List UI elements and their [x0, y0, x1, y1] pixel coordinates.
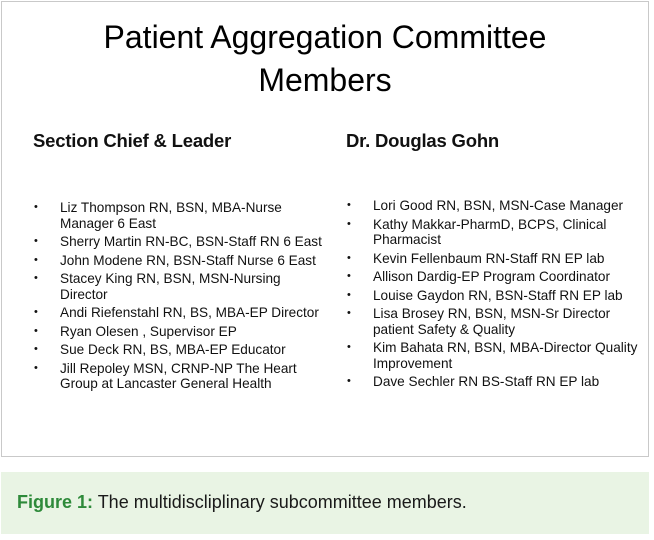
member-text: John Modene RN, BSN-Staff Nurse 6 East — [60, 252, 316, 268]
bullet-icon: • — [347, 307, 351, 319]
list-item — [346, 198, 646, 214]
member-text: Allison Dardig-EP Program Coordinator — [373, 269, 610, 284]
left-member-list — [33, 200, 323, 392]
figure-caption-bar — [1, 472, 649, 534]
bullet-icon: • — [347, 217, 351, 230]
slide-title-line-1: Patient Aggregation Committee — [103, 19, 547, 55]
list-item — [33, 361, 323, 392]
list-item — [33, 342, 323, 358]
bullet-icon: • — [347, 270, 351, 282]
right-column-heading: Dr. Douglas Gohn — [346, 130, 500, 151]
member-text: Louise Gaydon RN, BSN-Staff RN EP lab — [373, 287, 623, 303]
bullet-icon: • — [34, 343, 38, 355]
bullet-icon: • — [347, 288, 351, 301]
right-column — [346, 128, 646, 393]
bullet-icon: • — [347, 251, 351, 264]
member-text: Ryan Olesen , Supervisor EP — [60, 323, 237, 339]
member-text: Sue Deck RN, BS, MBA-EP Educator — [60, 342, 286, 357]
list-item — [346, 340, 646, 371]
left-column-heading: Section Chief & Leader — [33, 130, 232, 151]
bullet-icon: • — [34, 306, 38, 318]
list-item — [33, 305, 323, 321]
list-item — [346, 374, 646, 390]
member-text: Kevin Fellenbaum RN-Staff RN EP lab — [373, 250, 605, 266]
member-text: Andi Riefenstahl RN, BS, MBA-EP Director — [60, 305, 319, 320]
member-text: Stacey King RN, BSN, MSN-Nursing Director — [60, 271, 281, 302]
bullet-icon: • — [347, 341, 351, 353]
right-member-list — [346, 198, 646, 390]
bullet-icon: • — [347, 375, 351, 387]
list-item — [346, 251, 646, 267]
member-text: Lori Good RN, BSN, MSN-Case Manager — [373, 198, 624, 213]
bullet-icon: • — [347, 199, 351, 211]
slide-title — [2, 16, 648, 102]
list-item — [346, 306, 646, 337]
slide-figure — [1, 1, 649, 457]
list-item — [346, 269, 646, 285]
list-item — [33, 324, 323, 340]
list-item — [346, 217, 646, 248]
list-item — [346, 288, 646, 304]
member-text: Kim Bahata RN, BSN, MBA-Director Quality Improvement — [373, 340, 638, 371]
member-text: Dave Sechler RN BS-Staff RN EP lab — [373, 374, 600, 389]
bullet-icon: • — [34, 272, 38, 284]
left-column — [33, 128, 323, 395]
bullet-icon: • — [34, 253, 38, 266]
figure-caption-text: The multidiscliplinary subcommittee members. — [93, 492, 467, 512]
figure-label: Figure 1: — [17, 492, 94, 512]
figure-caption — [17, 491, 467, 513]
list-item — [33, 271, 323, 302]
member-text: Lisa Brosey RN, BSN, MSN-Sr Director patient Safety & Quality — [373, 306, 611, 337]
list-item — [33, 253, 323, 269]
bullet-icon: • — [34, 201, 38, 213]
member-text: Liz Thompson RN, BSN, MBA-Nurse Manager 6 East — [60, 200, 282, 231]
bullet-icon: • — [34, 361, 38, 374]
member-text: Sherry Martin RN-BC, BSN-Staff RN 6 East — [60, 234, 322, 249]
bullet-icon: • — [34, 235, 38, 247]
member-text: Kathy Makkar-PharmD, BCPS, Clinical Pharmacist — [373, 216, 607, 247]
list-item — [33, 234, 323, 250]
slide-title-line-2: Members — [258, 62, 392, 98]
member-text: Jill Repoley MSN, CRNP-NP The Heart Group at Lancaster General Health — [60, 360, 297, 391]
bullet-icon: • — [34, 324, 38, 337]
list-item — [33, 200, 323, 231]
